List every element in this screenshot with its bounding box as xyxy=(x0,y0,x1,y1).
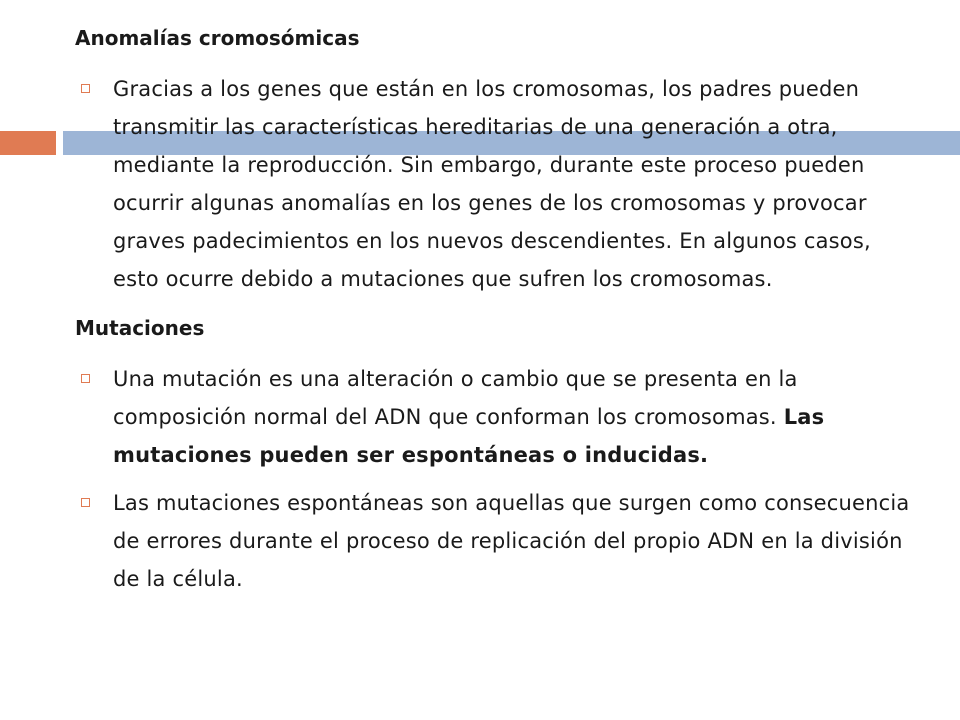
decorative-orange-bar xyxy=(0,131,56,155)
square-bullet-icon xyxy=(81,498,90,507)
bullet-text: Las mutaciones espontáneas son aquellas que surgen como consecuencia de errores durante el proceso de replicación del propio ADN en la división de la célula. xyxy=(113,491,910,591)
bullet-text: Gracias a los genes que están en los cromosomas, los padres pueden transmitir las características hereditarias de una generación a otra, mediante la reproducción. Sin embargo, durante este proceso pueden ocurrir algunas anomalías en los genes de los cromosomas y provocar graves padecimientos en los nuevos descendientes. En algunos casos, esto ocurre debido a mutaciones que sufren los cromosomas. xyxy=(113,77,871,291)
bullet-bold-text: Las mutaciones pueden ser espontáneas o inducidas. xyxy=(113,405,825,467)
section-heading-mutaciones: Mutaciones xyxy=(75,316,205,340)
section-heading-anomalias: Anomalías cromosómicas xyxy=(75,26,360,50)
bullet-item xyxy=(75,360,915,474)
square-bullet-icon xyxy=(81,374,90,383)
slide-content xyxy=(75,18,915,598)
bullet-item xyxy=(75,484,915,598)
bullet-text: Una mutación es una alteración o cambio que se presenta en la composición normal del ADN que conforman los cromosomas. xyxy=(113,367,798,429)
square-bullet-icon xyxy=(81,84,90,93)
bullet-item xyxy=(75,70,915,298)
